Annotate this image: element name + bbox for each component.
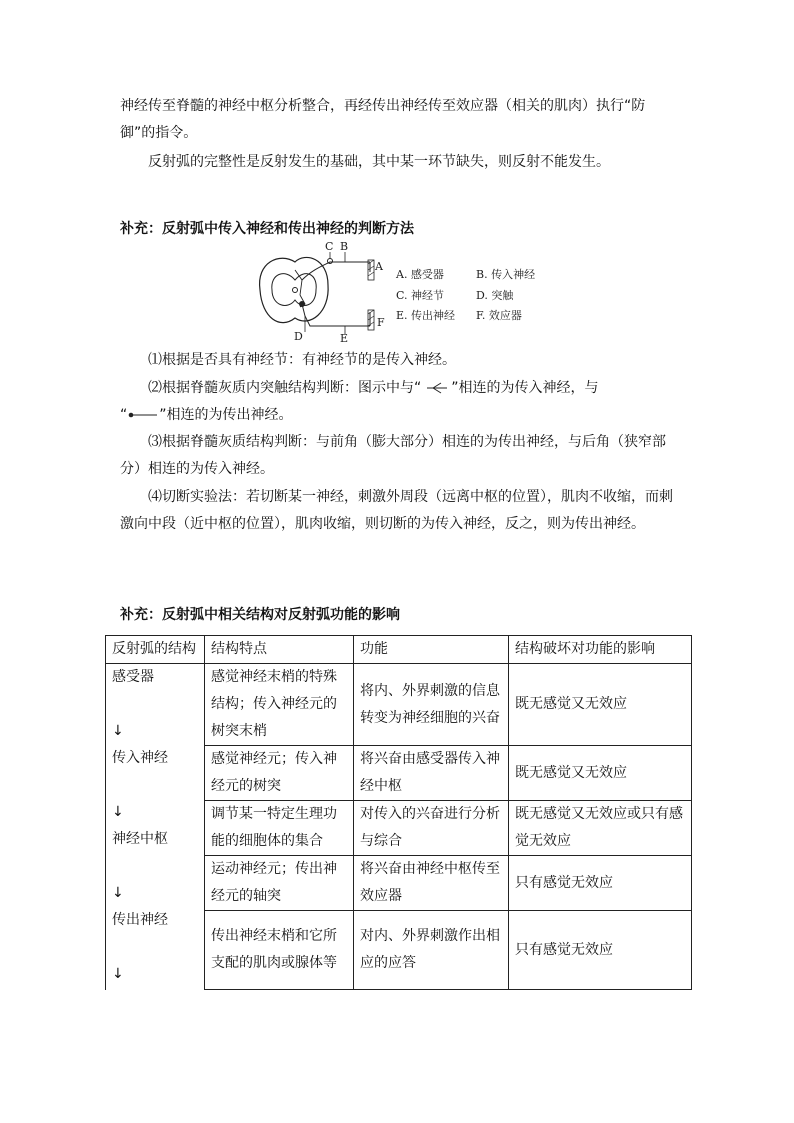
method-2-text-c: “ — [120, 407, 128, 423]
method-4: ⑷切断实验法：若切断某一神经，刺激外周段（远离中枢的位置），肌肉不收缩，而刺激向中段（近中枢的位置），肌肉收缩，则切断的为传入神经，反之，则为传出神经。 — [120, 489, 673, 532]
row-3-feature: 调节某一特定生理功能的细胞体的集合 — [205, 801, 354, 856]
chain-arrow-4: ↓ — [112, 966, 124, 982]
table-header-row — [106, 636, 692, 664]
method-2-text-b: ”相连的为传入神经，与 — [451, 380, 599, 396]
legend-F: F. 效应器 — [476, 309, 522, 322]
chain-center: 神经中枢 — [112, 831, 168, 847]
receptor-hatch — [368, 260, 374, 280]
method-2-text-a: ⑵根据脊髓灰质内突触结构判断：图示中与“ — [148, 380, 422, 396]
label-B: B — [340, 240, 349, 253]
legend-D: D. 突触 — [476, 289, 514, 302]
row-4-function: 将兴奋由神经中枢传至效应器 — [354, 856, 509, 911]
table-row — [106, 664, 692, 746]
row-5-effect: 只有感觉无效应 — [509, 911, 692, 990]
section2-heading: 补充：反射弧中相关结构对反射弧功能的影响 — [120, 607, 400, 623]
row-3-effect: 既无感觉又无效应或只有感觉无效应 — [509, 801, 692, 856]
legend-B: B. 传入神经 — [476, 268, 536, 281]
row-5-feature: 传出神经末梢和它所支配的肌肉或腺体等 — [205, 911, 354, 990]
intro-line-2: 御”的指令。 — [120, 125, 198, 141]
header-effect: 结构破坏对功能的影响 — [509, 636, 692, 664]
row-4-feature: 运动神经元；传出神经元的轴突 — [205, 856, 354, 911]
chain-arrow-2: ↓ — [112, 804, 124, 820]
label-F: F — [377, 316, 385, 329]
axon-terminal-icon — [127, 409, 159, 421]
row-4-effect: 只有感觉无效应 — [509, 856, 692, 911]
label-A: A — [375, 260, 383, 273]
row-3-function: 对传入的兴奋进行分析与综合 — [354, 801, 509, 856]
row-5-function: 对内、外界刺激作出相应的应答 — [354, 911, 509, 990]
header-structure: 反射弧的结构 — [106, 636, 205, 664]
method-1: ⑴根据是否具有神经节：有神经节的是传入神经。 — [148, 352, 456, 368]
chain-arrow-1: ↓ — [112, 723, 124, 739]
header-function: 功能 — [354, 636, 509, 664]
method-2 — [120, 375, 680, 402]
row-2-effect: 既无感觉又无效应 — [509, 746, 692, 801]
label-E: E — [340, 332, 349, 345]
intro-line-3: 反射弧的完整性是反射发生的基础，其中某一环节缺失，则反射不能发生。 — [148, 154, 610, 170]
row-1-effect: 既无感觉又无效应 — [509, 664, 692, 746]
dendrite-synapse-icon — [421, 382, 451, 394]
method-2-cont — [120, 402, 680, 429]
chain-arrow-3: ↓ — [112, 885, 124, 901]
method-3: ⑶根据脊髓灰质结构判断：与前角（膨大部分）相连的为传出神经，与后角（狭窄部分）相连的为传入神经。 — [120, 434, 666, 477]
intro-line-1: 神经传至脊髓的神经中枢分析整合，再经传出神经传至效应器（相关的肌肉）执行“防 — [120, 98, 646, 114]
chain-efferent: 传出神经 — [112, 912, 168, 928]
spinal-cord-cross-section — [260, 257, 329, 322]
section1-heading: 补充：反射弧中传入神经和传出神经的判断方法 — [120, 221, 414, 237]
effector-hatch — [368, 310, 374, 330]
label-D: D — [294, 330, 303, 343]
legend-C: C. 神经节 — [396, 289, 445, 302]
row-2-function: 将兴奋由感受器传入神经中枢 — [354, 746, 509, 801]
structure-chain — [106, 664, 205, 990]
chain-receptor: 感受器 — [112, 669, 154, 685]
chain-afferent: 传入神经 — [112, 750, 168, 766]
reflex-arc-diagram — [250, 240, 550, 345]
method-2-text-d: ”相连的为传出神经。 — [159, 407, 293, 423]
header-feature: 结构特点 — [205, 636, 354, 664]
legend-A: A. 感受器 — [396, 268, 444, 281]
row-2-feature: 感觉神经元；传入神经元的树突 — [205, 746, 354, 801]
legend-E: E. 传出神经 — [396, 309, 456, 322]
row-1-feature: 感觉神经末梢的特殊结构；传入神经元的树突末梢 — [205, 664, 354, 746]
label-C: C — [325, 240, 334, 253]
reflex-arc-table — [105, 635, 692, 990]
row-1-function: 将内、外界刺激的信息转变为神经细胞的兴奋 — [354, 664, 509, 746]
